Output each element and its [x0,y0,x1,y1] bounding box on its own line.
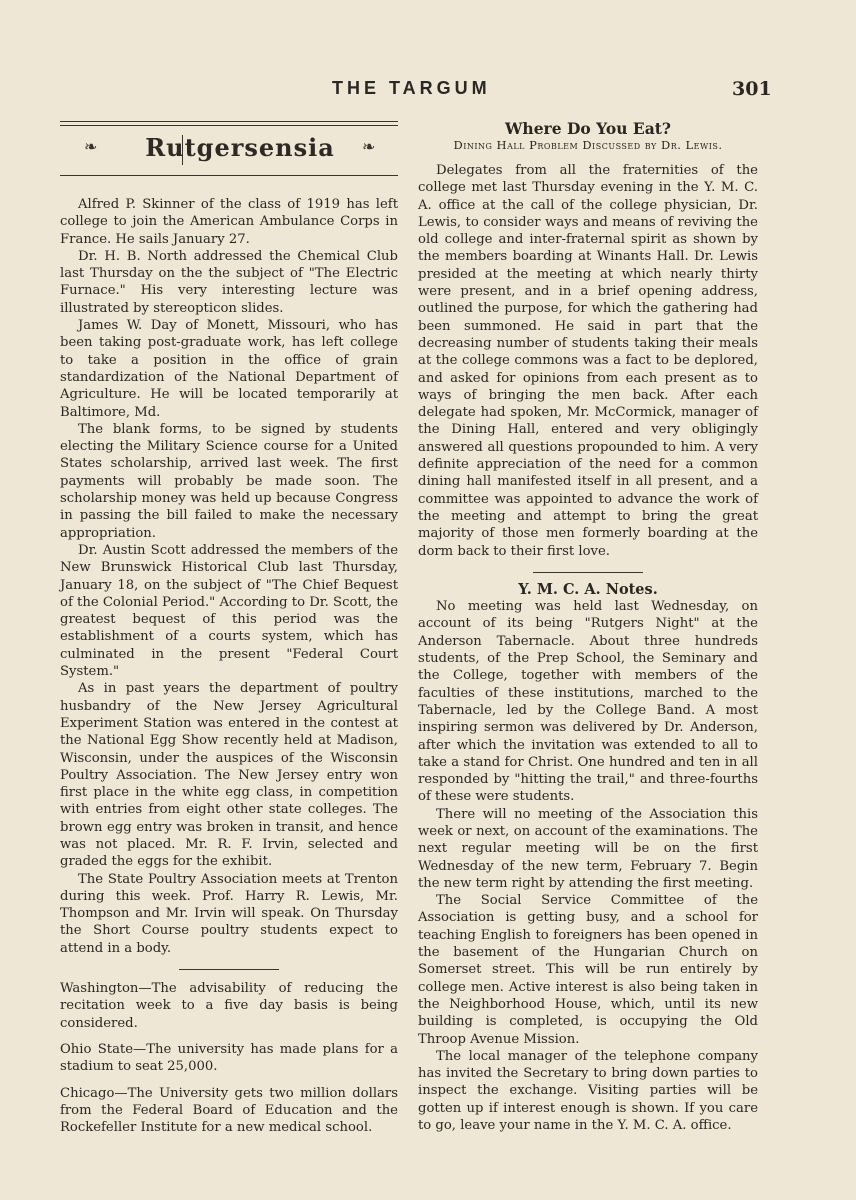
news-item: Dr. Austin Scott addressed the members of the New Brunswick Historical Club last Thursday, January 18, on the subject of "The Chief Bequest of the Colonial Period." According to Dr. Scott, the greatest bequest of this period was the establishment of a courts system, which has culminated in the present "Federal Court System." [60,542,398,680]
article-paragraph: No meeting was held last Wednesday, on account of its being "Rutgers Night" at the Anderson Tabernacle. About three hundreds students, of the Prep School, the Seminary and the College, together with members of the faculties of these institutions, marched to the Tabernacle, led by the College Band. A most inspiring sermon was delivered by Dr. Anderson, after which the invitation was extended to all to take a stand for Christ. One hundred and ten in all responded by "hitting the trail," and three-fourths of these were students. [418,599,758,805]
news-item: The blank forms, to be signed by students electing the Military Science course for a United States scholarship, arrived last week. The first payments will probably be made soon. The scholarship money was held up because Congress in passing the bill failed to make the necessary appropriation. [60,421,398,541]
article-paragraph: The Social Service Committee of the Association is getting busy, and a school for teaching English to foreigners has been opened in the basement of the Hungarian Church on Somerset street. This will be run entirely by college men. Active interest is also being taken in the Neighborhood House, which, until its new building is completed, is occupying the Old Throop Avenue Mission. [418,893,758,1047]
right-column [418,119,758,1134]
news-item: As in past years the department of poultry husbandry of the New Jersey Agricultural Experiment Station was entered in the contest at the National Egg Show recently held at Madison, Wisconsin, under the auspices of the Wisconsin Poultry Association. The New Jersey entry won first place in the white egg class, in competition with entries from eight other state colleges. The brown egg entry was broken in transit, and hence was not placed. Mr. R. F. Irvin, selected and graded the eggs for the exhibit. [60,681,398,870]
publication-title: THE TARGUM [332,78,491,98]
masthead [0,78,856,102]
article-subtitle: Dining Hall Problem Discussed by Dr. Lewis. [453,138,723,153]
article-body: Delegates from all the fraternities of the college met last Thursday evening in the Y. M. C. A. office at the call of the college physician, Dr. Lewis, to consider ways and means of reviving the old college and inter-fraternal spirit as shown by the members boarding at Winants Hall. Dr. Lewis presided at the meeting at which nearly thirty were present, and in a brief opening address, outlined the purpose, for which the gathering had been summoned. He said in part that the decreasing number of students taking their meals at the college commons was a fact to be deplored, and asked for opinions from each present as to ways of bringing the men back. After each delegate had spoken, Mr. McCormick, manager of the Dining Hall, entered and very obligingly answered all questions propounded to him. A very definite appreciation of the need for a common dining hall manifested itself in all present, and a committee was appointed to advance the work of the meeting and attempt to bring the great majority of those men formerly boarding at the dorm back to their first love. [418,163,758,559]
article-title: Y. M. C. A. Notes. [518,580,658,598]
article-paragraph: The local manager of the telephone company has invited the Secretary to bring down parties to inspect the exchange. Visiting parties will be gotten up if interest enough is shown. If you care to go, leave your name in the Y. M. C. A. office. [418,1048,758,1134]
department-banner [60,121,398,179]
college-note: Chicago—The University gets two million dollars from the Federal Board of Education and the Rockefeller Institute for a new medical school. [60,1085,398,1136]
department-heading: Rutgersensia [145,133,335,162]
fleuron-icon: ❧ [362,137,376,156]
news-item: The State Poultry Association meets at Trenton during this week. Prof. Harry R. Lewis, Mr. Thompson and Mr. Irvin will speak. On Thursday the Short Course poultry students expect to attend in a body. [60,871,398,956]
fleuron-icon: ❧ [84,137,98,156]
college-note: Ohio State—The university has made plans for a stadium to seat 25,000. [60,1041,398,1075]
banner-rule [60,125,398,126]
news-item: James W. Day of Monett, Missouri, who has been taking post-graduate work, has left college to take a position in the office of grain standardization of the National Department of Agriculture. He will be located temporarily at Baltimore, Md. [60,318,398,420]
article-paragraph: There will no meeting of the Association this week or next, on account of the examinations. The next regular meeting will be on the first Wednesday of the new term, February 7. Begin the new term right by attending the first meeting. [418,806,758,891]
section-divider [533,572,643,573]
banner-rule [60,121,398,122]
page-number: 301 [732,78,772,100]
article-header [418,120,758,155]
college-note: Washington—The advisability of reducing the recitation week to a five day basis is being considered. [60,981,398,1031]
article-title: Where Do You Eat? [505,119,671,138]
banner-rule [60,175,398,176]
section-divider [179,969,279,970]
news-item: Dr. H. B. North addressed the Chemical Club last Thursday on the the subject of "The Electric Furnace." His very interesting lecture was illustrated by stereopticon slides. [60,248,398,316]
news-item: Alfred P. Skinner of the class of 1919 has left college to join the American Ambulance Corps in France. He sails January 27. [60,197,398,247]
left-column [60,196,398,1136]
